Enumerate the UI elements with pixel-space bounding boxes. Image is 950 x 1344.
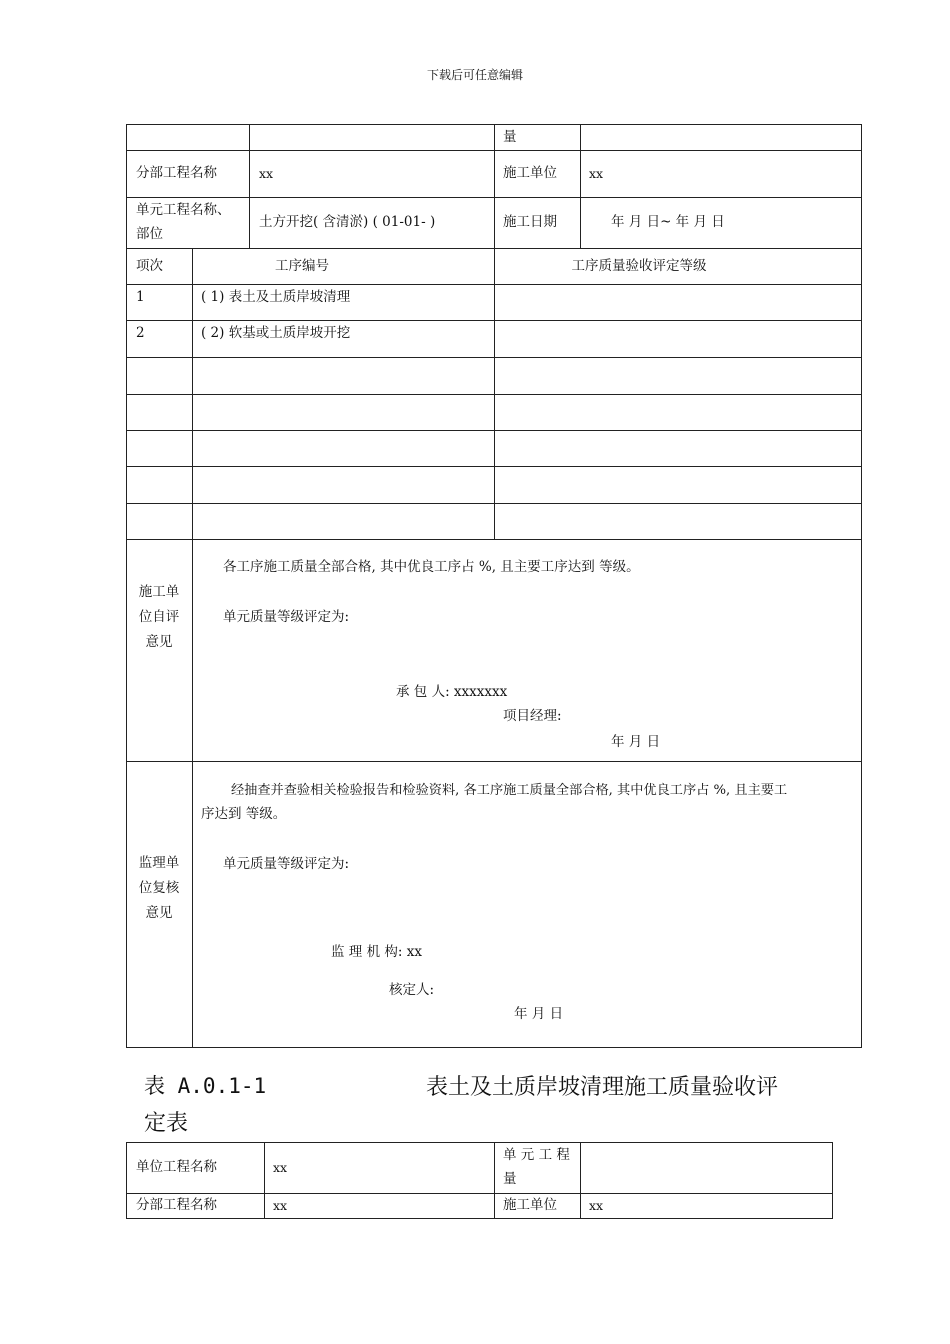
division-name-value: xx (273, 1198, 288, 1213)
column-header-item: 项次 (136, 258, 163, 274)
self-eval-statement: 各工序施工质量全部合格, 其中优良工序占 %, 且主要工序达到 等级。 (223, 559, 640, 575)
contractor-signature: 承 包 人: xxxxxxx (396, 684, 508, 700)
supervision-label-line2: 位复核 (138, 880, 180, 896)
division-name-label: 分部工程名称 (136, 1197, 217, 1213)
self-eval-grade-line: 单元质量等级评定为: (223, 609, 350, 625)
division-name-label: 分部工程名称 (136, 165, 217, 181)
table-title-cont: 定表 (144, 1111, 189, 1136)
division-name-value: xx (259, 166, 274, 181)
project-manager-signature: 项目经理: (503, 708, 562, 724)
unit-quantity-label-line1: 单 元 工 程 (503, 1147, 570, 1163)
supervision-statement: 经抽查并查验相关检验报告和检验资料, 各工序施工质量全部合格, 其中优良工序占 %, 且主要工 (231, 783, 788, 798)
row-number: 1 (136, 289, 145, 305)
column-header-process: 工序编号 (275, 258, 329, 274)
table-title: 表土及土质岸坡清理施工质量验收评 (426, 1075, 779, 1100)
supervision-label-line1: 监理单 (138, 855, 180, 871)
supervision-statement-cont: 序达到 等级。 (201, 806, 287, 822)
header-note: 下载后可任意编辑 (426, 68, 523, 82)
self-eval-date: 年 月 日 (611, 734, 661, 750)
construction-date-value: 年 月 日~ 年 月 日 (611, 214, 725, 230)
contractor-value: xx (589, 166, 604, 181)
unit-project-name-label: 单位工程名称 (136, 1159, 217, 1175)
self-eval-label-line1: 施工单 (138, 584, 180, 600)
checker-signature: 核定人: (389, 982, 435, 998)
unit-name-value: 土方开挖( 含清淤) ( 01-01- ) (259, 214, 436, 230)
supervision-label-line3: 意见 (145, 905, 173, 921)
column-header-grade: 工序质量验收评定等级 (571, 258, 707, 274)
row-process: ( 1) 表土及土质岸坡清理 (201, 289, 351, 305)
row-process: ( 2) 软基或土质岸坡开挖 (201, 325, 351, 341)
unit-project-name-value: xx (273, 1160, 288, 1175)
supervision-grade-line: 单元质量等级评定为: (223, 856, 350, 872)
construction-date-label: 施工日期 (503, 214, 557, 230)
self-eval-label-line3: 意见 (145, 634, 173, 650)
self-eval-label-line2: 位自评 (138, 609, 180, 625)
supervision-org-signature: 监 理 机 构: xx (331, 944, 422, 960)
table2-border (126, 1142, 833, 1219)
unit-quantity-label-line2: 量 (503, 1171, 517, 1187)
contractor-value: xx (589, 1198, 604, 1213)
unit-name-label-line2: 部位 (136, 226, 163, 242)
table-code: 表 A.0.1-1 (144, 1074, 267, 1098)
row-number: 2 (136, 325, 145, 341)
contractor-label: 施工单位 (503, 1197, 557, 1213)
supervision-date: 年 月 日 (514, 1006, 564, 1022)
contractor-label: 施工单位 (503, 165, 557, 181)
quantity-label-tail: 量 (503, 129, 517, 145)
unit-name-label-line1: 单元工程名称、 (136, 202, 231, 218)
